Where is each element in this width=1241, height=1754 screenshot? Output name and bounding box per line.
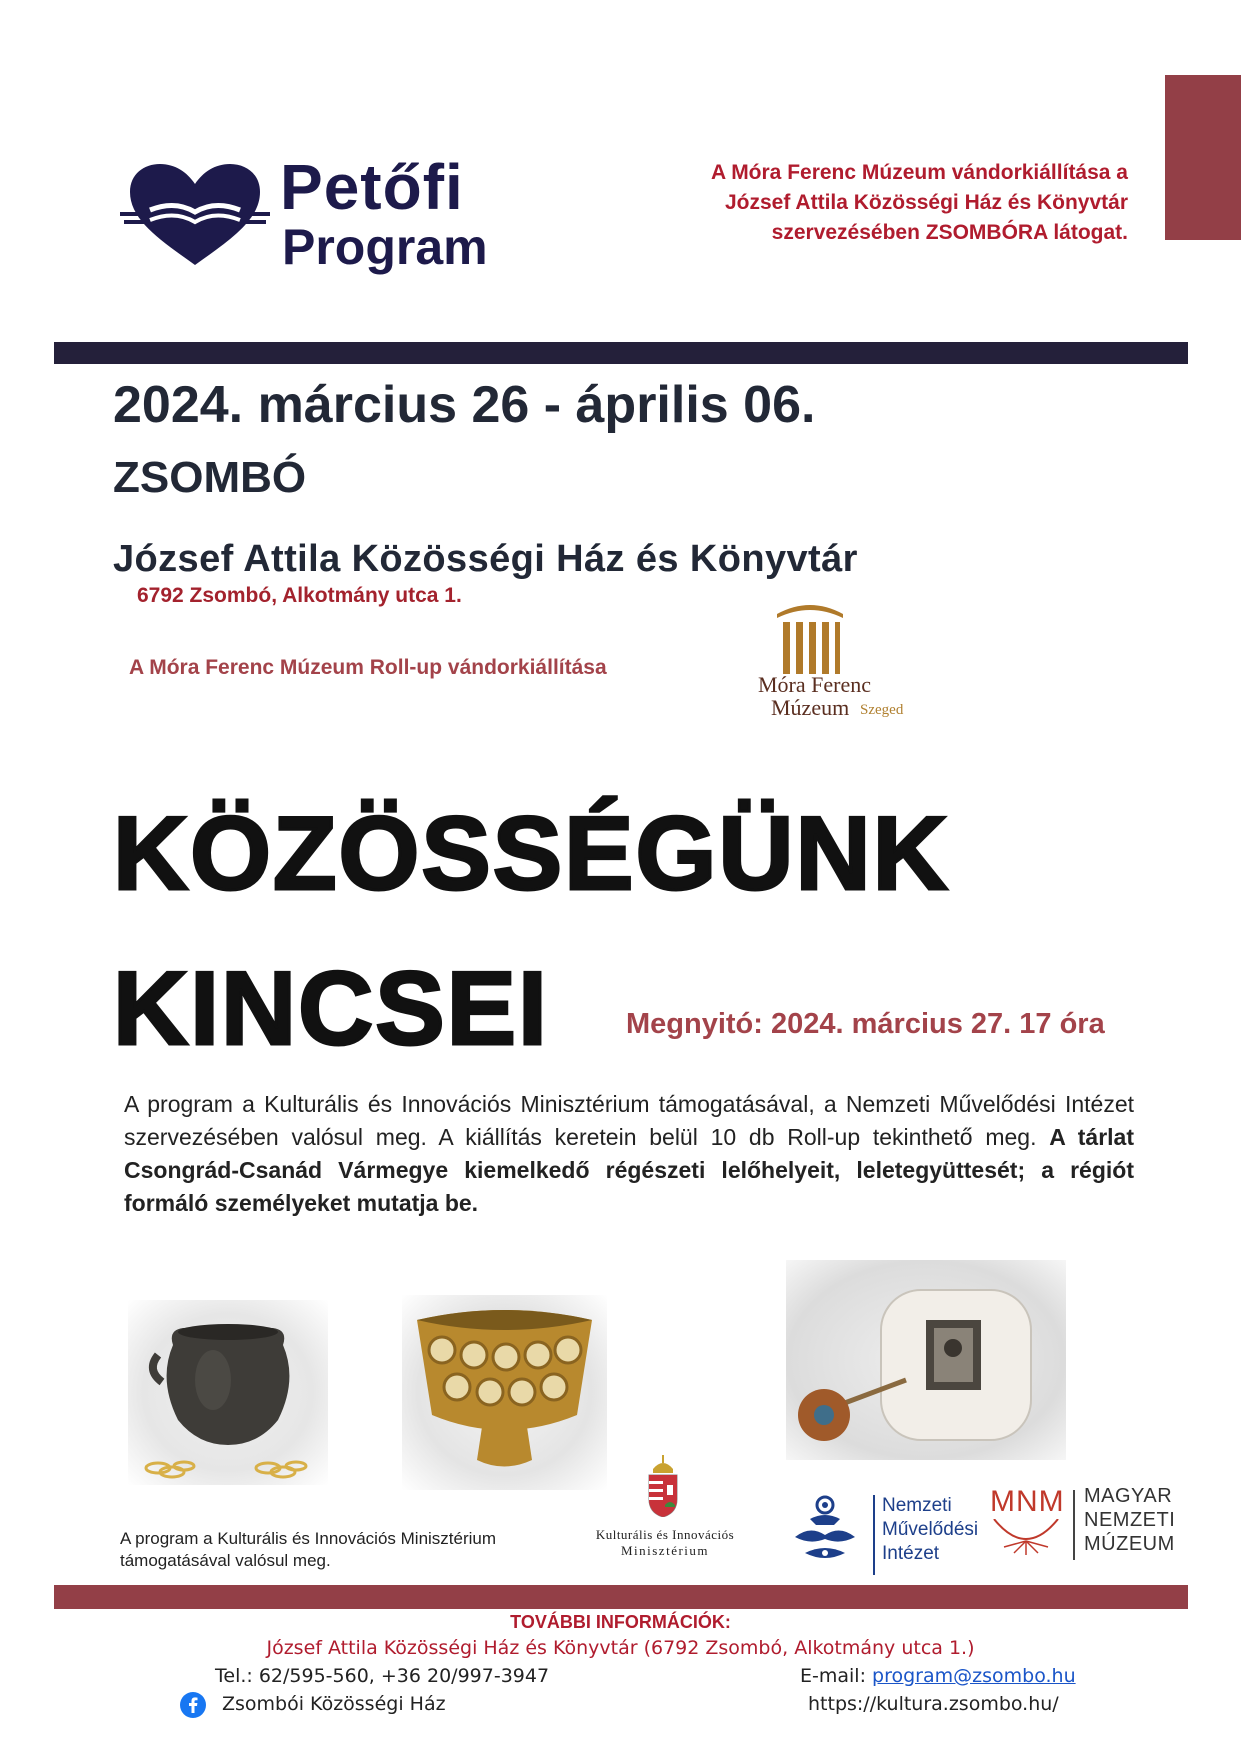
footer-venue: József Attila Közösségi Ház és Könyvtár (6792 Zsombó, Alkotmány utca 1.) — [266, 1637, 975, 1659]
opening-date: Megnyitó: 2024. március 27. 17 óra — [626, 1008, 1105, 1040]
mnm-name-line-2: NEMZETI — [1084, 1509, 1176, 1531]
website-link[interactable]: https://kultura.zsombo.hu/ — [808, 1693, 1059, 1715]
mnm-monogram: MNM — [990, 1485, 1065, 1518]
mnm-name-line-3: MÚZEUM — [1084, 1533, 1175, 1555]
clay-pot-photo — [128, 1300, 328, 1485]
support-note-line-2: támogatásával valósul meg. — [120, 1551, 331, 1570]
facebook-page-link[interactable]: Zsombói Közösségi Ház — [222, 1693, 446, 1715]
museum-logo-line-2: Múzeum — [771, 695, 850, 720]
rollup-exhibition-label: A Móra Ferenc Múzeum Roll-up vándorkiállítása — [129, 656, 607, 679]
top-divider — [54, 342, 1188, 364]
email-link[interactable]: program@zsombo.hu — [872, 1665, 1076, 1687]
museum-pillars-icon — [775, 600, 845, 675]
intro-line-1: A Móra Ferenc Múzeum vándorkiállítása a — [710, 161, 1128, 184]
portrait-mirror-photo — [786, 1260, 1066, 1460]
folk-ornament-icon — [790, 1495, 860, 1565]
title-line-2: KINCSEI — [113, 951, 549, 1067]
intro-text — [600, 158, 1128, 248]
nmi-logo — [790, 1495, 979, 1595]
nmi-name-line-1: Nemzeti — [882, 1495, 952, 1516]
intro-line-2: József Attila Közösségi Ház és Könyvtár — [725, 191, 1128, 214]
event-date: 2024. március 26 - április 06. — [113, 376, 816, 434]
footer-email-row — [800, 1665, 1076, 1687]
description-bold: A tárlat Csongrád-Csanád Vármegye kiemelkedő régészeti lelőhelyeit, leletegyüttesét; a régiót formáló személyeket mutatja be. — [124, 1124, 1134, 1216]
sunburst-icon — [990, 1519, 1062, 1555]
mnm-name-line-1: MAGYAR — [1084, 1485, 1173, 1507]
title-line-1: KÖZÖSSÉGÜNK — [113, 796, 950, 912]
description-plain: A program a Kulturális és Innovációs Minisztérium támogatásával, a Nemzeti Művelődési Intézet szervezésében valósul meg. A kiállítás keretein belül 10 db Roll-up tekinthető meg. — [124, 1091, 1134, 1150]
ministry-name-line-2: Minisztérium — [620, 1543, 710, 1558]
mora-ferenc-museum-logo — [750, 600, 920, 725]
bottom-divider — [54, 1585, 1188, 1609]
heart-book-icon — [120, 160, 270, 270]
event-venue: József Attila Közösségi Ház és Könyvtár — [113, 538, 858, 580]
hungarian-coat-of-arms-icon — [645, 1455, 681, 1517]
museum-logo-line-3: Szeged — [860, 702, 904, 718]
ministry-name-line-1: Kulturális és Innovációs — [595, 1527, 735, 1542]
nmi-name-line-2: Művelődési — [882, 1519, 979, 1540]
petofi-program-logo — [120, 150, 520, 275]
intro-line-3: szervezésében ZSOMBÓRA látogat. — [771, 221, 1128, 244]
nmi-divider — [873, 1495, 875, 1575]
museum-logo-line-1: Móra Ferenc — [758, 672, 872, 697]
event-place: ZSOMBÓ — [113, 453, 307, 502]
mnm-logo — [990, 1485, 1180, 1570]
support-note — [120, 1528, 496, 1572]
footer-phone: Tel.: 62/595-560, +36 20/997-3947 — [215, 1665, 550, 1687]
corner-decoration-block — [1165, 75, 1241, 240]
support-note-line-1: A program a Kulturális és Innovációs Minisztérium — [120, 1529, 497, 1548]
mnm-divider — [1073, 1490, 1075, 1560]
description-paragraph — [124, 1088, 1134, 1220]
logo-word-program: Program — [282, 219, 488, 275]
event-address: 6792 Zsombó, Alkotmány utca 1. — [137, 584, 462, 607]
facebook-icon[interactable] — [180, 1692, 206, 1718]
nmi-name-line-3: Intézet — [882, 1543, 940, 1564]
logo-word-petofi: Petőfi — [280, 151, 464, 223]
email-label: E-mail: — [800, 1665, 866, 1687]
ministry-logo — [570, 1455, 760, 1565]
footer-heading: TOVÁBBI INFORMÁCIÓK: — [510, 1612, 731, 1632]
